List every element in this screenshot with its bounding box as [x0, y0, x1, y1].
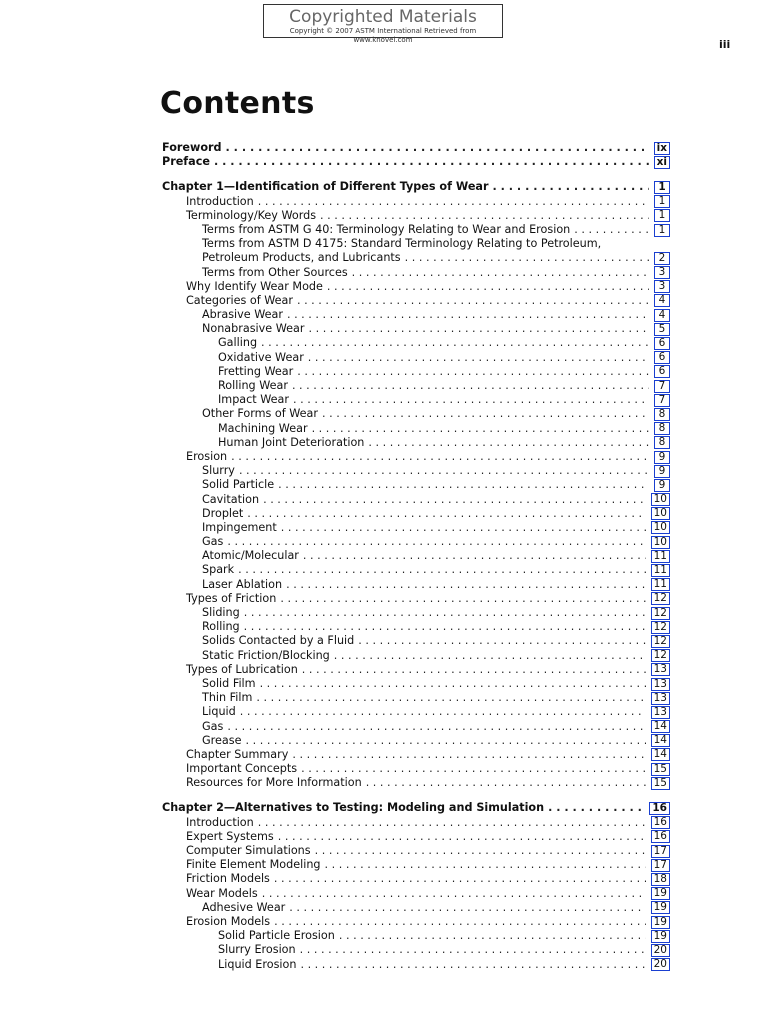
- dot-leader: [574, 223, 649, 237]
- dot-leader: [492, 180, 649, 194]
- dot-leader: [308, 322, 649, 336]
- toc-entry[interactable]: [162, 535, 670, 549]
- toc-page-link[interactable]: 4: [654, 309, 670, 322]
- dot-leader: [245, 734, 645, 748]
- toc-entry-title: Machining Wear: [218, 421, 308, 435]
- dot-leader: [274, 872, 646, 886]
- toc-entry[interactable]: [162, 379, 670, 393]
- dot-leader: [287, 308, 649, 322]
- toc-page-link[interactable]: 11: [651, 550, 670, 563]
- toc-page-link[interactable]: 20: [651, 944, 670, 957]
- toc-entry[interactable]: [162, 155, 670, 169]
- toc-page-link[interactable]: 9: [654, 451, 670, 464]
- dot-leader: [239, 464, 649, 478]
- toc-entry[interactable]: [162, 748, 670, 762]
- toc-page-link[interactable]: 12: [651, 607, 670, 620]
- toc-entry[interactable]: [162, 336, 670, 350]
- table-of-contents: [162, 141, 670, 972]
- toc-entry-title: Finite Element Modeling: [186, 858, 321, 872]
- toc-page-link[interactable]: 19: [651, 887, 670, 900]
- dot-leader: [231, 450, 649, 464]
- toc-page-link[interactable]: 4: [654, 294, 670, 307]
- toc-entry-title: Impact Wear: [218, 393, 289, 407]
- toc-entry-title: Slurry Erosion: [218, 943, 296, 957]
- dot-leader: [278, 830, 646, 844]
- toc-entry-title: Gas: [202, 719, 224, 733]
- toc-entry-title: Gas: [202, 535, 224, 549]
- toc-entry-title: Categories of Wear: [186, 293, 293, 307]
- toc-page-link[interactable]: 1: [654, 224, 670, 237]
- toc-entry[interactable]: [162, 436, 670, 450]
- toc-entry[interactable]: [162, 606, 670, 620]
- toc-page-link[interactable]: 10: [651, 493, 670, 506]
- dot-leader: [260, 677, 646, 691]
- toc-page-link[interactable]: 15: [651, 777, 670, 790]
- toc-entry[interactable]: [162, 677, 670, 691]
- toc-entry-title: Droplet: [202, 506, 244, 520]
- toc-page-link[interactable]: 17: [651, 859, 670, 872]
- dot-leader: [292, 748, 645, 762]
- toc-page-link[interactable]: 16: [651, 830, 670, 843]
- toc-page-link[interactable]: 12: [651, 592, 670, 605]
- toc-entry[interactable]: [162, 858, 670, 872]
- dot-leader: [339, 929, 646, 943]
- toc-page-link[interactable]: 6: [654, 365, 670, 378]
- toc-page-link[interactable]: 7: [654, 380, 670, 393]
- toc-entry-title: Sliding: [202, 606, 240, 619]
- toc-entry-title: Nonabrasive Wear: [202, 322, 305, 336]
- toc-page-link[interactable]: 13: [651, 663, 670, 676]
- dot-leader: [303, 549, 646, 563]
- toc-entry-title: Resources for More Information: [186, 776, 362, 790]
- toc-entry-title: Static Friction/Blocking: [202, 648, 330, 662]
- toc-entry-title: Abrasive Wear: [202, 308, 283, 322]
- dot-leader: [281, 521, 646, 535]
- toc-page-link[interactable]: 1: [654, 195, 670, 208]
- dot-leader: [227, 720, 645, 734]
- toc-page-link[interactable]: xi: [654, 156, 670, 169]
- banner-subtitle: Copyright © 2007 ASTM International Retrieved from www.knovel.com: [289, 27, 477, 44]
- toc-entry-title: Preface: [162, 155, 210, 169]
- toc-entry[interactable]: [162, 734, 670, 748]
- toc-entry-title: Galling: [218, 336, 258, 350]
- toc-entry-title: Rolling Wear: [218, 379, 288, 392]
- toc-entry-title: Friction Models: [186, 872, 270, 886]
- toc-page-link[interactable]: 6: [654, 337, 670, 350]
- toc-page-link[interactable]: ix: [654, 142, 670, 155]
- toc-entry[interactable]: [162, 816, 670, 830]
- dot-leader: [263, 493, 646, 507]
- toc-entry-title: Important Concepts: [186, 762, 298, 776]
- toc-page-link[interactable]: 19: [651, 916, 670, 929]
- toc-entry-title: Types of Lubrication: [186, 662, 298, 676]
- toc-page-link[interactable]: 9: [654, 465, 670, 478]
- dot-leader: [322, 407, 649, 421]
- toc-entry[interactable]: [162, 929, 670, 943]
- toc-page-link[interactable]: 6: [654, 351, 670, 364]
- banner-title: Copyrighted Materials: [289, 7, 477, 27]
- toc-entry[interactable]: [162, 141, 670, 155]
- dot-leader: [292, 379, 649, 393]
- dot-leader: [244, 606, 646, 620]
- toc-entry[interactable]: [162, 649, 670, 663]
- toc-entry[interactable]: [162, 563, 670, 577]
- toc-entry-title: Terms from ASTM D 4175: Standard Terminology Relating to Petroleum,: [202, 237, 602, 251]
- toc-entry-title: Terms from ASTM G 40: Terminology Relating to Wear and Erosion: [202, 222, 571, 236]
- toc-entry[interactable]: [162, 280, 670, 294]
- page-title: Contents: [160, 86, 315, 121]
- toc-entry[interactable]: [162, 493, 670, 507]
- toc-entry[interactable]: [162, 634, 670, 648]
- dot-leader: [293, 393, 649, 407]
- toc-entry[interactable]: [162, 507, 670, 521]
- dot-leader: [368, 436, 649, 450]
- toc-page-link[interactable]: 11: [651, 578, 670, 591]
- dot-leader: [226, 141, 649, 155]
- toc-entry[interactable]: [162, 450, 670, 464]
- toc-entry-title: Cavitation: [202, 492, 260, 506]
- dot-leader: [325, 858, 646, 872]
- toc-page-link[interactable]: 13: [651, 706, 670, 719]
- toc-entry-title: Laser Ablation: [202, 577, 283, 591]
- toc-entry[interactable]: [162, 308, 670, 322]
- dot-leader: [286, 578, 646, 592]
- dot-leader: [240, 705, 646, 719]
- toc-entry[interactable]: [162, 223, 670, 237]
- dot-leader: [308, 351, 649, 365]
- toc-entry-title: Thin Film: [202, 691, 253, 705]
- dot-leader: [274, 915, 646, 929]
- toc-entry-title: Fretting Wear: [218, 364, 294, 378]
- toc-entry[interactable]: [162, 776, 670, 790]
- toc-page-link[interactable]: 9: [654, 479, 670, 492]
- toc-entry-title: Slurry: [202, 464, 235, 478]
- toc-entry-title: Foreword: [162, 141, 222, 154]
- toc-entry-title: Adhesive Wear: [202, 900, 286, 914]
- dot-leader: [247, 507, 645, 521]
- dot-leader: [358, 634, 645, 648]
- toc-entry-title: Solid Particle Erosion: [218, 929, 335, 943]
- dot-leader: [214, 155, 649, 169]
- copyright-banner: [263, 4, 503, 44]
- dot-leader: [278, 478, 649, 492]
- toc-entry[interactable]: [162, 351, 670, 365]
- toc-page-link[interactable]: 17: [651, 845, 670, 858]
- dot-leader: [258, 195, 649, 209]
- toc-page-link[interactable]: 10: [651, 521, 670, 534]
- toc-entry[interactable]: [162, 620, 670, 634]
- toc-page-link[interactable]: 5: [654, 323, 670, 336]
- toc-entry[interactable]: [162, 407, 670, 421]
- toc-entry[interactable]: [162, 705, 670, 719]
- toc-entry-title: Human Joint Deterioration: [218, 435, 365, 449]
- toc-entry[interactable]: [162, 915, 670, 929]
- toc-page-link[interactable]: 13: [651, 678, 670, 691]
- toc-entry-title: Expert Systems: [186, 829, 274, 843]
- toc-page-link[interactable]: 16: [651, 816, 670, 829]
- toc-page-link[interactable]: 7: [654, 394, 670, 407]
- toc-entry-title: Oxidative Wear: [218, 350, 304, 364]
- dot-leader: [301, 762, 646, 776]
- toc-entry-title: Types of Friction: [186, 591, 277, 605]
- toc-entry[interactable]: [162, 901, 670, 915]
- toc-entry[interactable]: [162, 251, 670, 265]
- toc-page-link[interactable]: 1: [654, 209, 670, 222]
- toc-page-link[interactable]: 8: [654, 422, 670, 435]
- toc-entry-title: Erosion: [186, 449, 228, 463]
- toc-entry[interactable]: [162, 887, 670, 901]
- toc-entry[interactable]: [162, 322, 670, 336]
- toc-entry-title: Solid Particle: [202, 478, 275, 492]
- toc-entry-title: Impingement: [202, 520, 277, 534]
- toc-entry[interactable]: [162, 393, 670, 407]
- toc-entry: [162, 237, 670, 251]
- toc-entry-title: Wear Models: [186, 886, 258, 900]
- toc-page-link[interactable]: 12: [651, 649, 670, 662]
- toc-entry[interactable]: [162, 195, 670, 209]
- dot-leader: [262, 887, 646, 901]
- toc-page-link[interactable]: 13: [651, 692, 670, 705]
- dot-leader: [327, 280, 649, 294]
- dot-leader: [548, 801, 644, 815]
- toc-chapter-entry[interactable]: [162, 801, 670, 815]
- toc-entry[interactable]: [162, 762, 670, 776]
- toc-page-link[interactable]: 14: [651, 734, 670, 747]
- toc-page-link[interactable]: 2: [654, 252, 670, 265]
- dot-leader: [334, 649, 646, 663]
- toc-entry[interactable]: [162, 549, 670, 563]
- toc-page-link[interactable]: 1: [654, 181, 670, 194]
- toc-entry-title: Solid Film: [202, 676, 256, 690]
- dot-leader: [300, 943, 646, 957]
- toc-entry[interactable]: [162, 720, 670, 734]
- dot-leader: [315, 844, 646, 858]
- toc-entry[interactable]: [162, 691, 670, 705]
- dot-leader: [289, 901, 645, 915]
- toc-entry-title: Chapter Summary: [186, 747, 289, 761]
- toc-page-link[interactable]: 14: [651, 720, 670, 733]
- toc-page-link[interactable]: 20: [651, 958, 670, 971]
- toc-entry[interactable]: [162, 872, 670, 886]
- page-number: iii: [719, 38, 731, 51]
- toc-entry-title: Why Identify Wear Mode: [186, 279, 323, 293]
- dot-leader: [227, 535, 645, 549]
- dot-leader: [261, 336, 649, 350]
- toc-entry-title: Spark: [202, 563, 235, 577]
- toc-entry[interactable]: [162, 294, 670, 308]
- toc-page-link[interactable]: 15: [651, 763, 670, 776]
- dot-leader: [352, 266, 649, 280]
- toc-entry[interactable]: [162, 844, 670, 858]
- toc-entry[interactable]: [162, 464, 670, 478]
- toc-entry[interactable]: [162, 521, 670, 535]
- toc-entry-title: Atomic/Molecular: [202, 549, 299, 563]
- toc-entry[interactable]: [162, 478, 670, 492]
- toc-entry[interactable]: [162, 592, 670, 606]
- dot-leader: [258, 816, 646, 830]
- toc-entry[interactable]: [162, 958, 670, 972]
- toc-entry-title: Liquid: [202, 705, 236, 719]
- dot-leader: [366, 776, 646, 790]
- toc-entry-title: Erosion Models: [186, 914, 271, 928]
- dot-leader: [312, 422, 649, 436]
- toc-page-link[interactable]: 12: [651, 621, 670, 634]
- toc-entry-title: Computer Simulations: [186, 844, 311, 857]
- toc-entry-title: Chapter 1—Identification of Different Types of Wear: [162, 180, 489, 194]
- toc-page-link[interactable]: 10: [651, 536, 670, 549]
- toc-entry[interactable]: [162, 830, 670, 844]
- toc-entry[interactable]: [162, 578, 670, 592]
- toc-entry[interactable]: [162, 663, 670, 677]
- dot-leader: [302, 663, 646, 677]
- toc-entry-title: Introduction: [186, 815, 254, 829]
- toc-page-link[interactable]: 8: [654, 436, 670, 449]
- toc-entry-title: Terminology/Key Words: [186, 208, 317, 222]
- dot-leader: [320, 209, 649, 223]
- dot-leader: [297, 294, 649, 308]
- toc-entry[interactable]: [162, 266, 670, 280]
- toc-page-link[interactable]: 3: [654, 280, 670, 293]
- toc-entry-title: Introduction: [186, 194, 254, 208]
- dot-leader: [300, 958, 645, 972]
- toc-page-link[interactable]: 11: [651, 564, 670, 577]
- toc-chapter-entry[interactable]: [162, 180, 670, 194]
- toc-page-link[interactable]: 8: [654, 408, 670, 421]
- dot-leader: [238, 563, 645, 577]
- toc-entry[interactable]: [162, 422, 670, 436]
- toc-entry-title: Petroleum Products, and Lubricants: [202, 251, 401, 265]
- toc-page-link[interactable]: 10: [651, 507, 670, 520]
- dot-leader: [256, 691, 645, 705]
- toc-entry-title: Liquid Erosion: [218, 957, 297, 971]
- toc-page-link[interactable]: 3: [654, 266, 670, 279]
- toc-entry-title: Other Forms of Wear: [202, 407, 318, 421]
- toc-entry[interactable]: [162, 209, 670, 223]
- toc-entry-title: Rolling: [202, 620, 240, 634]
- toc-page-link[interactable]: 14: [651, 748, 670, 761]
- toc-page-link[interactable]: 19: [651, 901, 670, 914]
- toc-entry-title: Chapter 2—Alternatives to Testing: Modeling and Simulation: [162, 801, 545, 815]
- toc-entry[interactable]: [162, 365, 670, 379]
- toc-entry-title: Grease: [202, 733, 242, 747]
- dot-leader: [405, 251, 649, 265]
- dot-leader: [297, 365, 649, 379]
- dot-leader: [280, 592, 645, 606]
- toc-page-link[interactable]: 12: [651, 635, 670, 648]
- toc-page-link[interactable]: 16: [649, 802, 670, 815]
- toc-entry-title: Terms from Other Sources: [202, 265, 348, 279]
- toc-page-link[interactable]: 19: [651, 930, 670, 943]
- toc-entry[interactable]: [162, 943, 670, 957]
- toc-entry-title: Solids Contacted by a Fluid: [202, 634, 355, 648]
- toc-page-link[interactable]: 18: [651, 873, 670, 886]
- dot-leader: [244, 620, 646, 634]
